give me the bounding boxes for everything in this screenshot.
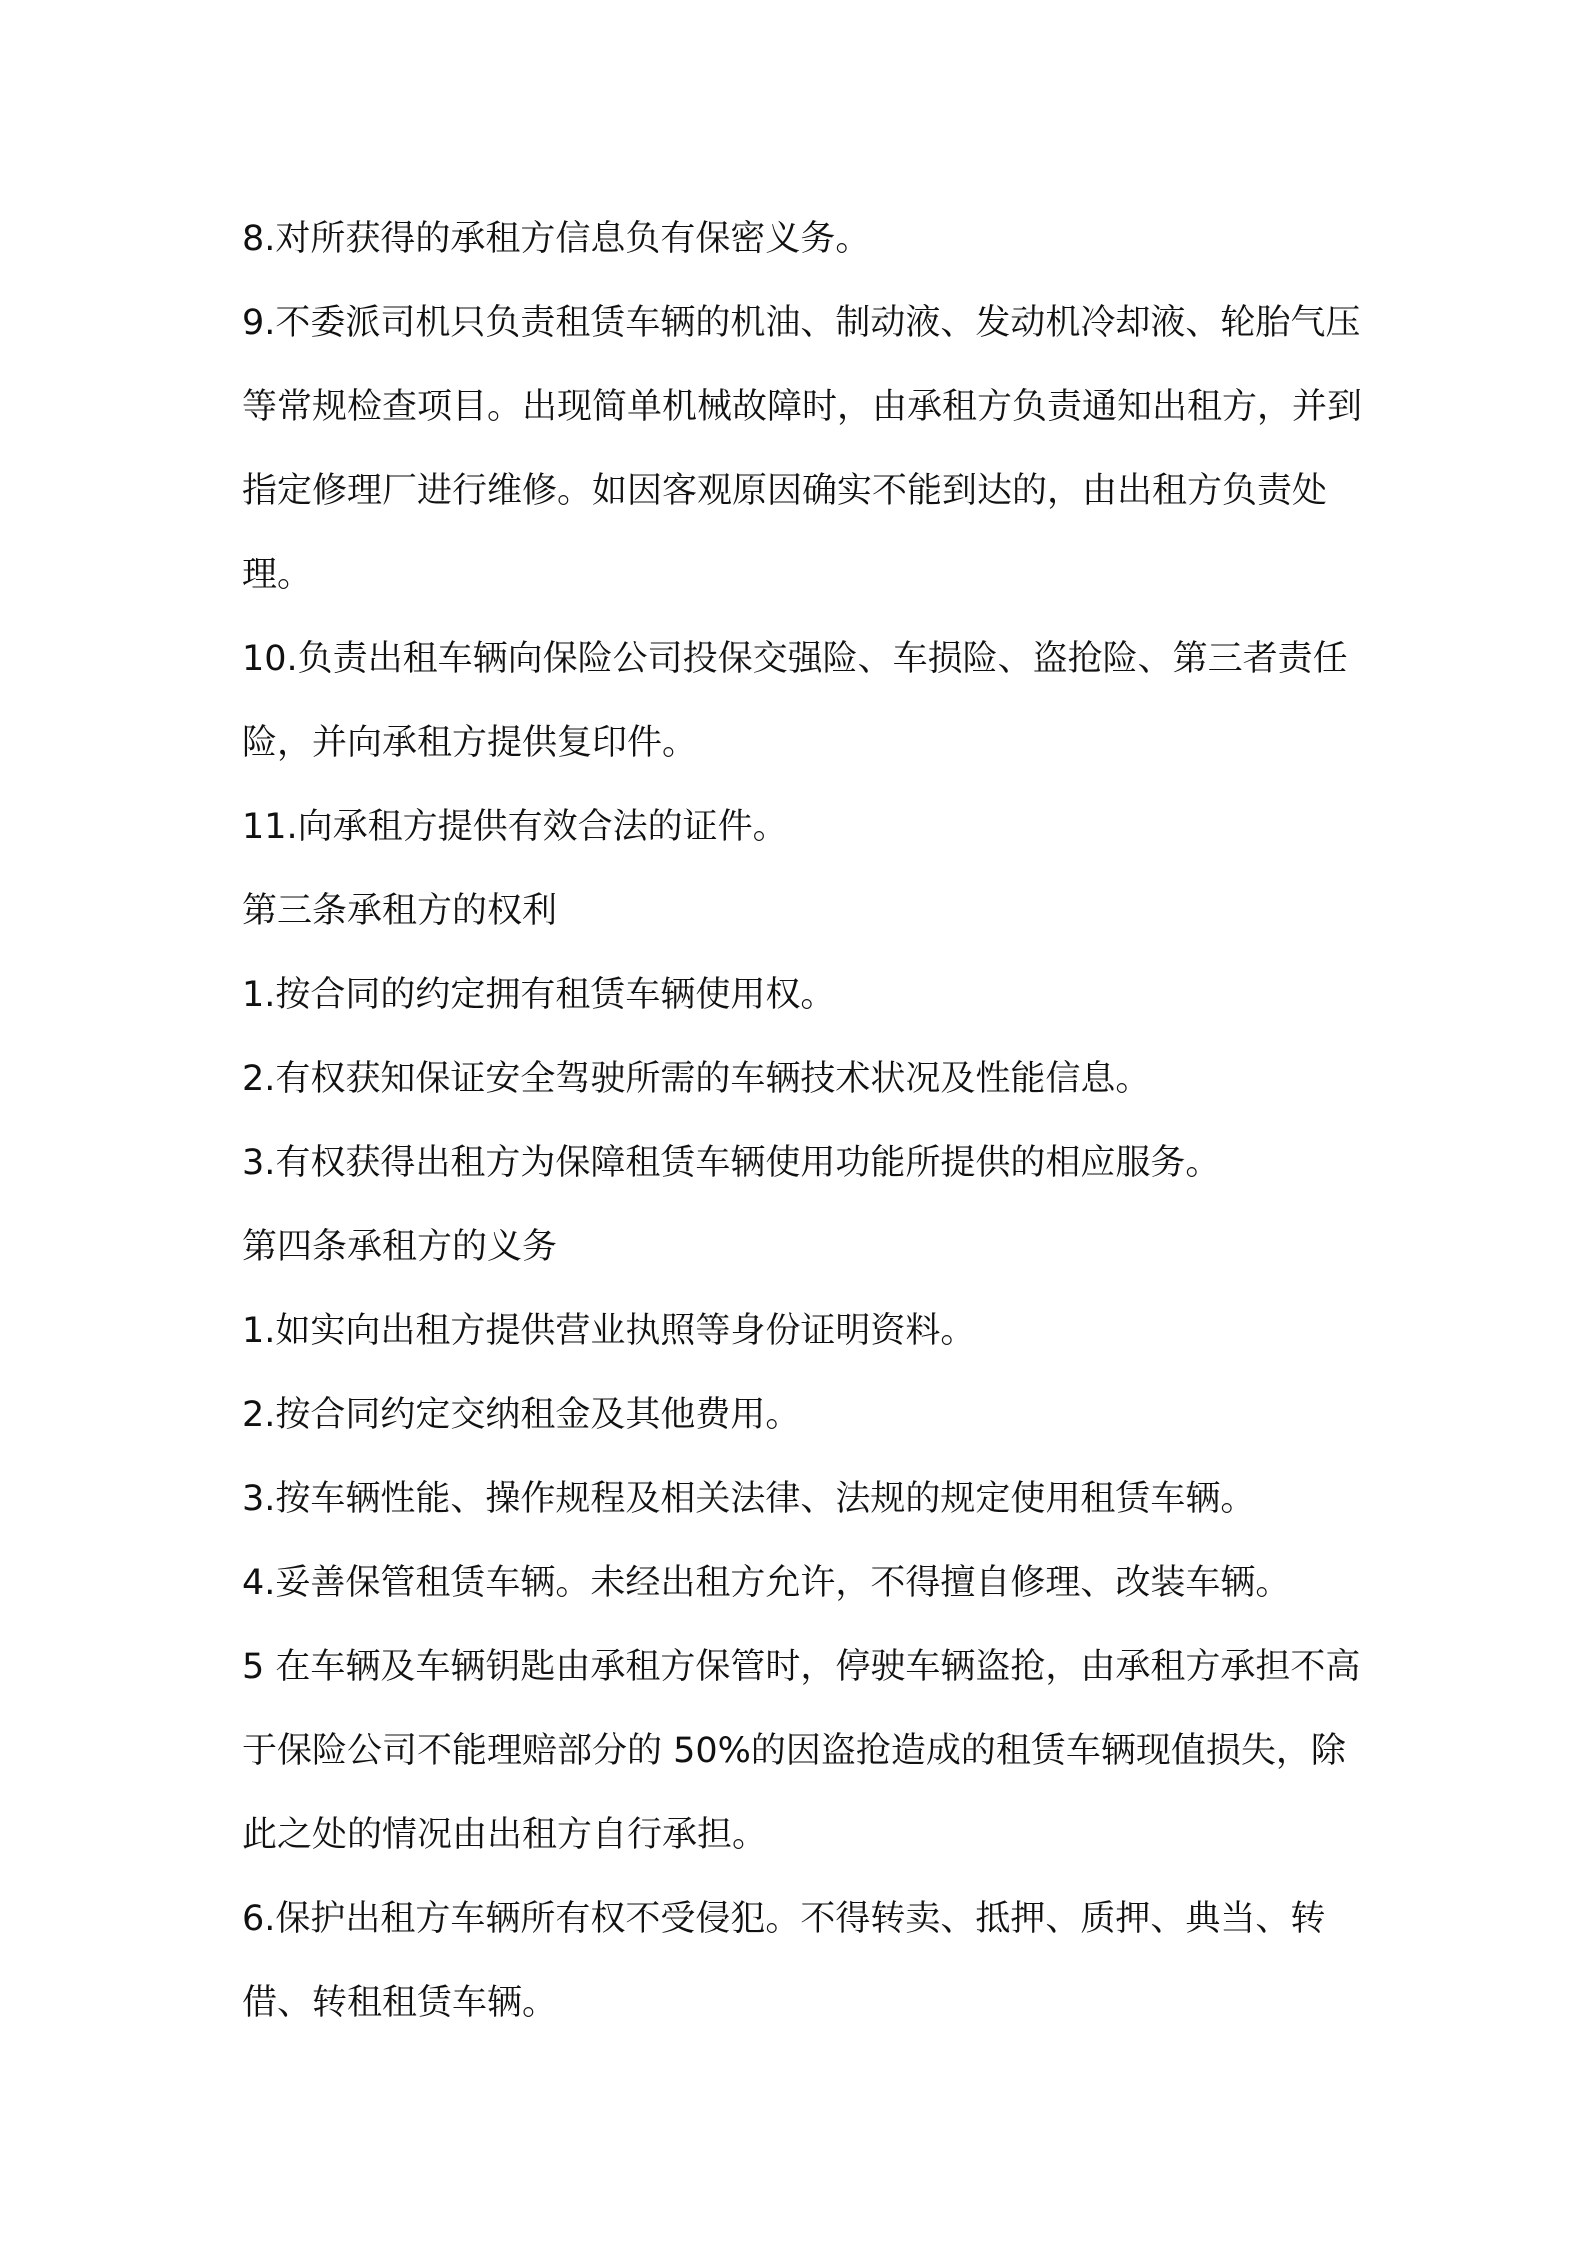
paragraph-lessor-duty-10: 10.负责出租车辆向保险公司投保交强险、车损险、盗抢险、第三者责任险，并向承租方提供复印件。 <box>242 639 1348 763</box>
paragraph-lessee-duty-2: 2.按合同约定交纳租金及其他费用。 <box>242 1395 801 1435</box>
paragraph-lessor-duty-9: 9.不委派司机只负责租赁车辆的机油、制动液、发动机冷却液、轮胎气压等常规检查项目。出现简单机械故障时，由承租方负责通知出租方，并到指定修理厂进行维修。如因客观原因确实不能到达的，由出租方负责处理。 <box>242 303 1363 595</box>
paragraph-lessor-duty-11: 11.向承租方提供有效合法的证件。 <box>242 807 788 847</box>
paragraph-lessee-duty-5: 5 在车辆及车辆钥匙由承租方保管时，停驶车辆盗抢，由承租方承担不高于保险公司不能理赔部分的 50%的因盗抢造成的租赁车辆现值损失，除此之处的情况由出租方自行承担。 <box>242 1647 1361 1855</box>
paragraph-lessee-right-3: 3.有权获得出租方为保障租赁车辆使用功能所提供的相应服务。 <box>242 1143 1221 1183</box>
paragraph-lessee-duty-3: 3.按车辆性能、操作规程及相关法律、法规的规定使用租赁车辆。 <box>242 1479 1256 1519</box>
section-heading-article-3: 第三条承租方的权利 <box>242 891 558 931</box>
paragraph-lessee-right-1: 1.按合同的约定拥有租赁车辆使用权。 <box>242 975 836 1015</box>
section-heading-article-4: 第四条承租方的义务 <box>242 1227 558 1267</box>
paragraph-lessee-duty-6: 6.保护出租方车辆所有权不受侵犯。不得转卖、抵押、质押、典当、转借、转租租赁车辆。 <box>242 1899 1326 2023</box>
paragraph-lessee-right-2: 2.有权获知保证安全驾驶所需的车辆技术状况及性能信息。 <box>242 1059 1151 1099</box>
document-body <box>242 197 1362 2045</box>
paragraph-lessee-duty-1: 1.如实向出租方提供营业执照等身份证明资料。 <box>242 1311 976 1351</box>
paragraph-lessor-duty-8: 8.对所获得的承租方信息负有保密义务。 <box>242 219 871 259</box>
paragraph-lessee-duty-4: 4.妥善保管租赁车辆。未经出租方允许，不得擅自修理、改装车辆。 <box>242 1563 1291 1603</box>
